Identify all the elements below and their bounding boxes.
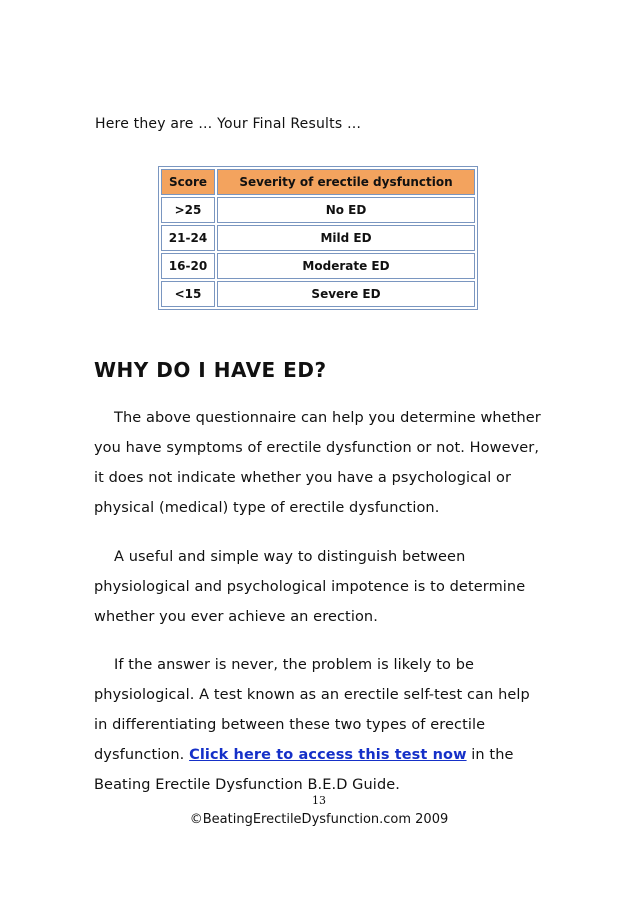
header-severity: Severity of erectile dysfunction	[217, 169, 475, 195]
table-row	[161, 253, 475, 279]
paragraph-line: physical (medical) type of erectile dysfunction.	[94, 500, 440, 516]
table-row	[161, 281, 475, 307]
intro-text: Here they are … Your Final Results …	[95, 116, 362, 132]
page-number: 13	[312, 794, 326, 807]
severity-cell: Mild ED	[217, 225, 475, 251]
header-score: Score	[161, 169, 215, 195]
paragraph-line: The above questionnaire can help you determine whether	[114, 410, 541, 426]
score-cell: >25	[161, 197, 215, 223]
paragraph-line: you have symptoms of erectile dysfunction or not. However,	[94, 440, 540, 456]
paragraph-line: it does not indicate whether you have a psychological or	[94, 470, 512, 486]
paragraph-1	[94, 403, 554, 523]
results-table	[158, 166, 478, 310]
table-row	[161, 225, 475, 251]
paragraph-line: in differentiating between these two types of erectile	[94, 717, 486, 733]
paragraph-line: physiological and psychological impotence is to determine	[94, 579, 526, 595]
severity-cell: Severe ED	[217, 281, 475, 307]
paragraph-text: in the	[466, 747, 514, 763]
paragraph-text: dysfunction.	[94, 747, 190, 763]
paragraph-2	[94, 542, 554, 632]
score-cell: <15	[161, 281, 215, 307]
score-cell: 21-24	[161, 225, 215, 251]
section-heading: WHY DO I HAVE ED?	[94, 358, 327, 382]
table-header-row	[161, 169, 475, 195]
paragraph-line-with-link	[94, 740, 554, 770]
paragraph-line: whether you ever achieve an erection.	[94, 609, 378, 625]
self-test-link[interactable]: Click here to access this test now	[189, 747, 467, 763]
table-row	[161, 197, 475, 223]
paragraph-3	[94, 650, 554, 800]
copyright-footer: ©BeatingErectileDysfunction.com 2009	[189, 812, 449, 827]
paragraph-line: physiological. A test known as an erectile self-test can help	[94, 687, 530, 703]
paragraph-line: Beating Erectile Dysfunction B.E.D Guide.	[94, 777, 400, 793]
severity-cell: Moderate ED	[217, 253, 475, 279]
severity-cell: No ED	[217, 197, 475, 223]
paragraph-line: If the answer is never, the problem is likely to be	[114, 657, 475, 673]
paragraph-line: A useful and simple way to distinguish between	[114, 549, 466, 565]
score-cell: 16-20	[161, 253, 215, 279]
